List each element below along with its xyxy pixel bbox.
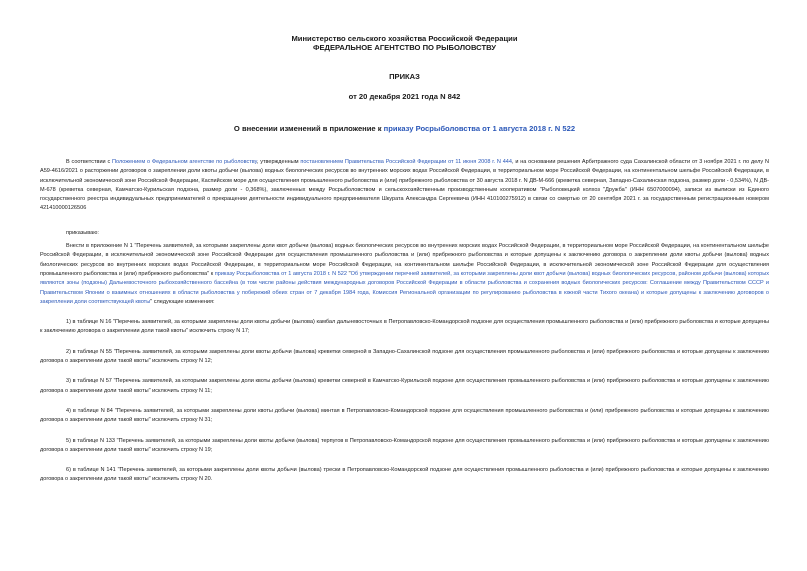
main-text: " [346, 270, 351, 277]
government-decree-link[interactable]: постановлением Правительства Российской Федерации от 11 июня 2008 г. N 444 [300, 159, 512, 165]
main-text: " следующие изменения: [150, 298, 215, 305]
change-item: 2) в таблице N 55 "Перечень заявителей, за которыми закреплены доли квоты добычи (вылова) креветки северной в Западно-Сахалинской подзоне для осуществления промышленного рыболовства и (или) прибрежного рыболовства и которые допущены к заключению договора о закреплении доли такой квоты" исключить строку N 12; [40, 348, 769, 365]
order-subject [40, 124, 769, 133]
change-item: 4) в таблице N 84 "Перечень заявителей, за которыми закреплены доли квоты добычи (вылова) минтая в Петропавловско-Командорской подзоне для осуществления промышленного рыболовства и (или) прибрежного рыболовства и которые допущены к заключению договора о закреплении доли такой квоты" исключить строку N 31; [40, 407, 769, 424]
subject-order-link[interactable]: приказу Росрыболовства от 1 августа 2018 г. N 522 [383, 124, 576, 133]
change-item: 5) в таблице N 133 "Перечень заявителей, за которыми закреплены доли квоты добычи (вылова) терпугов в Петропавловско-Командорской подзоне для осуществления промышленного рыболовства и (или) прибрежного рыболовства и которые допущены к заключению договора о закреплении доли такой квоты" исключить строку N 19; [40, 437, 769, 453]
change-item: 3) в таблице N 57 "Перечень заявителей, за которыми закреплены доли квоты добычи (вылова) креветки северной в Камчатско-Курильской подзоне для осуществления промышленного рыболовства и (или) прибрежного рыболовства и которые допущены к заключению договора о закреплении доли такой квоты" исключить строку N 11; [40, 378, 769, 394]
order-date: от 20 декабря 2021 года N 842 [348, 92, 461, 101]
change-item: 6) в таблице N 141 "Перечень заявителей, за которыми закреплены доли квоты добычи (вылова) трески в Петропавловско-Командорской подзоне для осуществления промышленного рыболовства и (или) прибрежного рыболовства и которые допущены к заключению договора о закреплении доли такой квоты" исключить строку N 20. [40, 467, 769, 483]
intro-text: , и на основании решения Арбитражного суда Сахалинской области от 3 ноября 2021 г. по делу N А59-4616/2021 о расторжении договоров о закреплении доли квоты добычи (вылова) водных биологических ресурсов во внутренних морских водах Российской Федерации, в территориальном море Российской Федерации, на континентальном шельфе Российской Федерации, в исключительной экономической зоне Российской Федерации, Каспийском море для осуществления промышленного рыболовства и (или) прибрежного рыболовства от 30 августа 2018 г. N ДВ-М-666 (креветка северная, Западно-Сахалинская подзона, размер доли - 0,534%), N ДВ-М-678 (креветка северная, Камчатско-Курильская подзона, размер доли - 0,368%), заключенных между Росрыболовством и сельскохозяйственным производственным кооперативом "Рыболовецкий колхоз "Дружба" (ИНН 6507000094), записи из выписки из Единого государственного реестра индивидуальных предпринимателей о прекращении деятельности индивидуального предпринимателя Шкурата Александра Сергеевича (ИНН 410100275912) в связи со смертью от 20 сентября 2021 г. за государственным регистрационным номером 421410000126506 [40, 159, 769, 212]
ministry-name: Министерство сельского хозяйства Российской Федерации [291, 34, 518, 43]
intro-paragraph [40, 158, 769, 214]
order-522-title-link[interactable]: Об утверждении перечней заявителей, за которыми закреплены доли квот добычи (вылова) водных биологических ресурсов, районом добычи (вылова) которых являются зоны (подзоны) Дальневосточного рыбохозяйственного бассейна (в том числе районы действия международных договоров Российской Федерации в области рыболовства и сохранения водных биологических ресурсов: Соглашение между Правительством СССР и Правительством Японии о взаимных отношениях в области рыболовства у побережий обеих стран от 7 декабря 1984 года, Комиссия Региональной организации по регулированию рыболовства в южной части Тихого океана) и которые допущены к заключению договоров о закреплении доли соответствующей квоты [40, 270, 769, 305]
intro-text: В соответствии с [66, 159, 113, 165]
document-header [40, 34, 769, 52]
order-title: ПРИКАЗ [389, 72, 420, 81]
subject-text: О внесении изменений в приложение к [233, 124, 384, 133]
main-paragraph [40, 242, 769, 307]
intro-text: , утвержденным [256, 159, 301, 165]
change-item: 1) в таблице N 16 "Перечень заявителей, за которыми закреплены доли квоты добычи (вылова) камбал дальневосточных в Петропавловско-Командорской подзоне для осуществления промышленного рыболовства и (или) прибрежного рыболовства и которые допущены к заключению договора о закреплении доли такой квоты" исключить строку N 17; [40, 319, 769, 335]
agency-name: ФЕДЕРАЛЬНОЕ АГЕНТСТВО ПО РЫБОЛОВСТВУ [313, 43, 496, 52]
order-522-link[interactable]: приказу Росрыболовства от 1 августа 2018 г. N 522 [214, 270, 347, 277]
main-text: Внести в приложение N 1 "Перечень заявителей, за которыми закреплены доли квот добычи (вылова) водных биологических ресурсов во внутренних морских водах Российской Федерации, в территориальном море Российской Федерации, на континентальном шельфе Российской Федерации, в исключительной экономической зоне Российской Федерации для осуществления промышленного рыболовства и (или) прибрежного рыболовства и которые допущены к заключению договора о закреплении доли квоты добычи (вылова) водных биологических ресурсов во внутренних морских водах Российской Федерации, в территориальном море Российской Федерации, на континентальном шельфе Российской Федерации, в исключительной экономической зоне Российской Федерации для осуществления промышленного рыболовства и (или) прибрежного рыболовства" к [40, 243, 769, 277]
order-directive: приказываю: [66, 229, 99, 236]
regulation-link[interactable]: Положением о Федеральном агентстве по рыболовству [112, 159, 257, 165]
